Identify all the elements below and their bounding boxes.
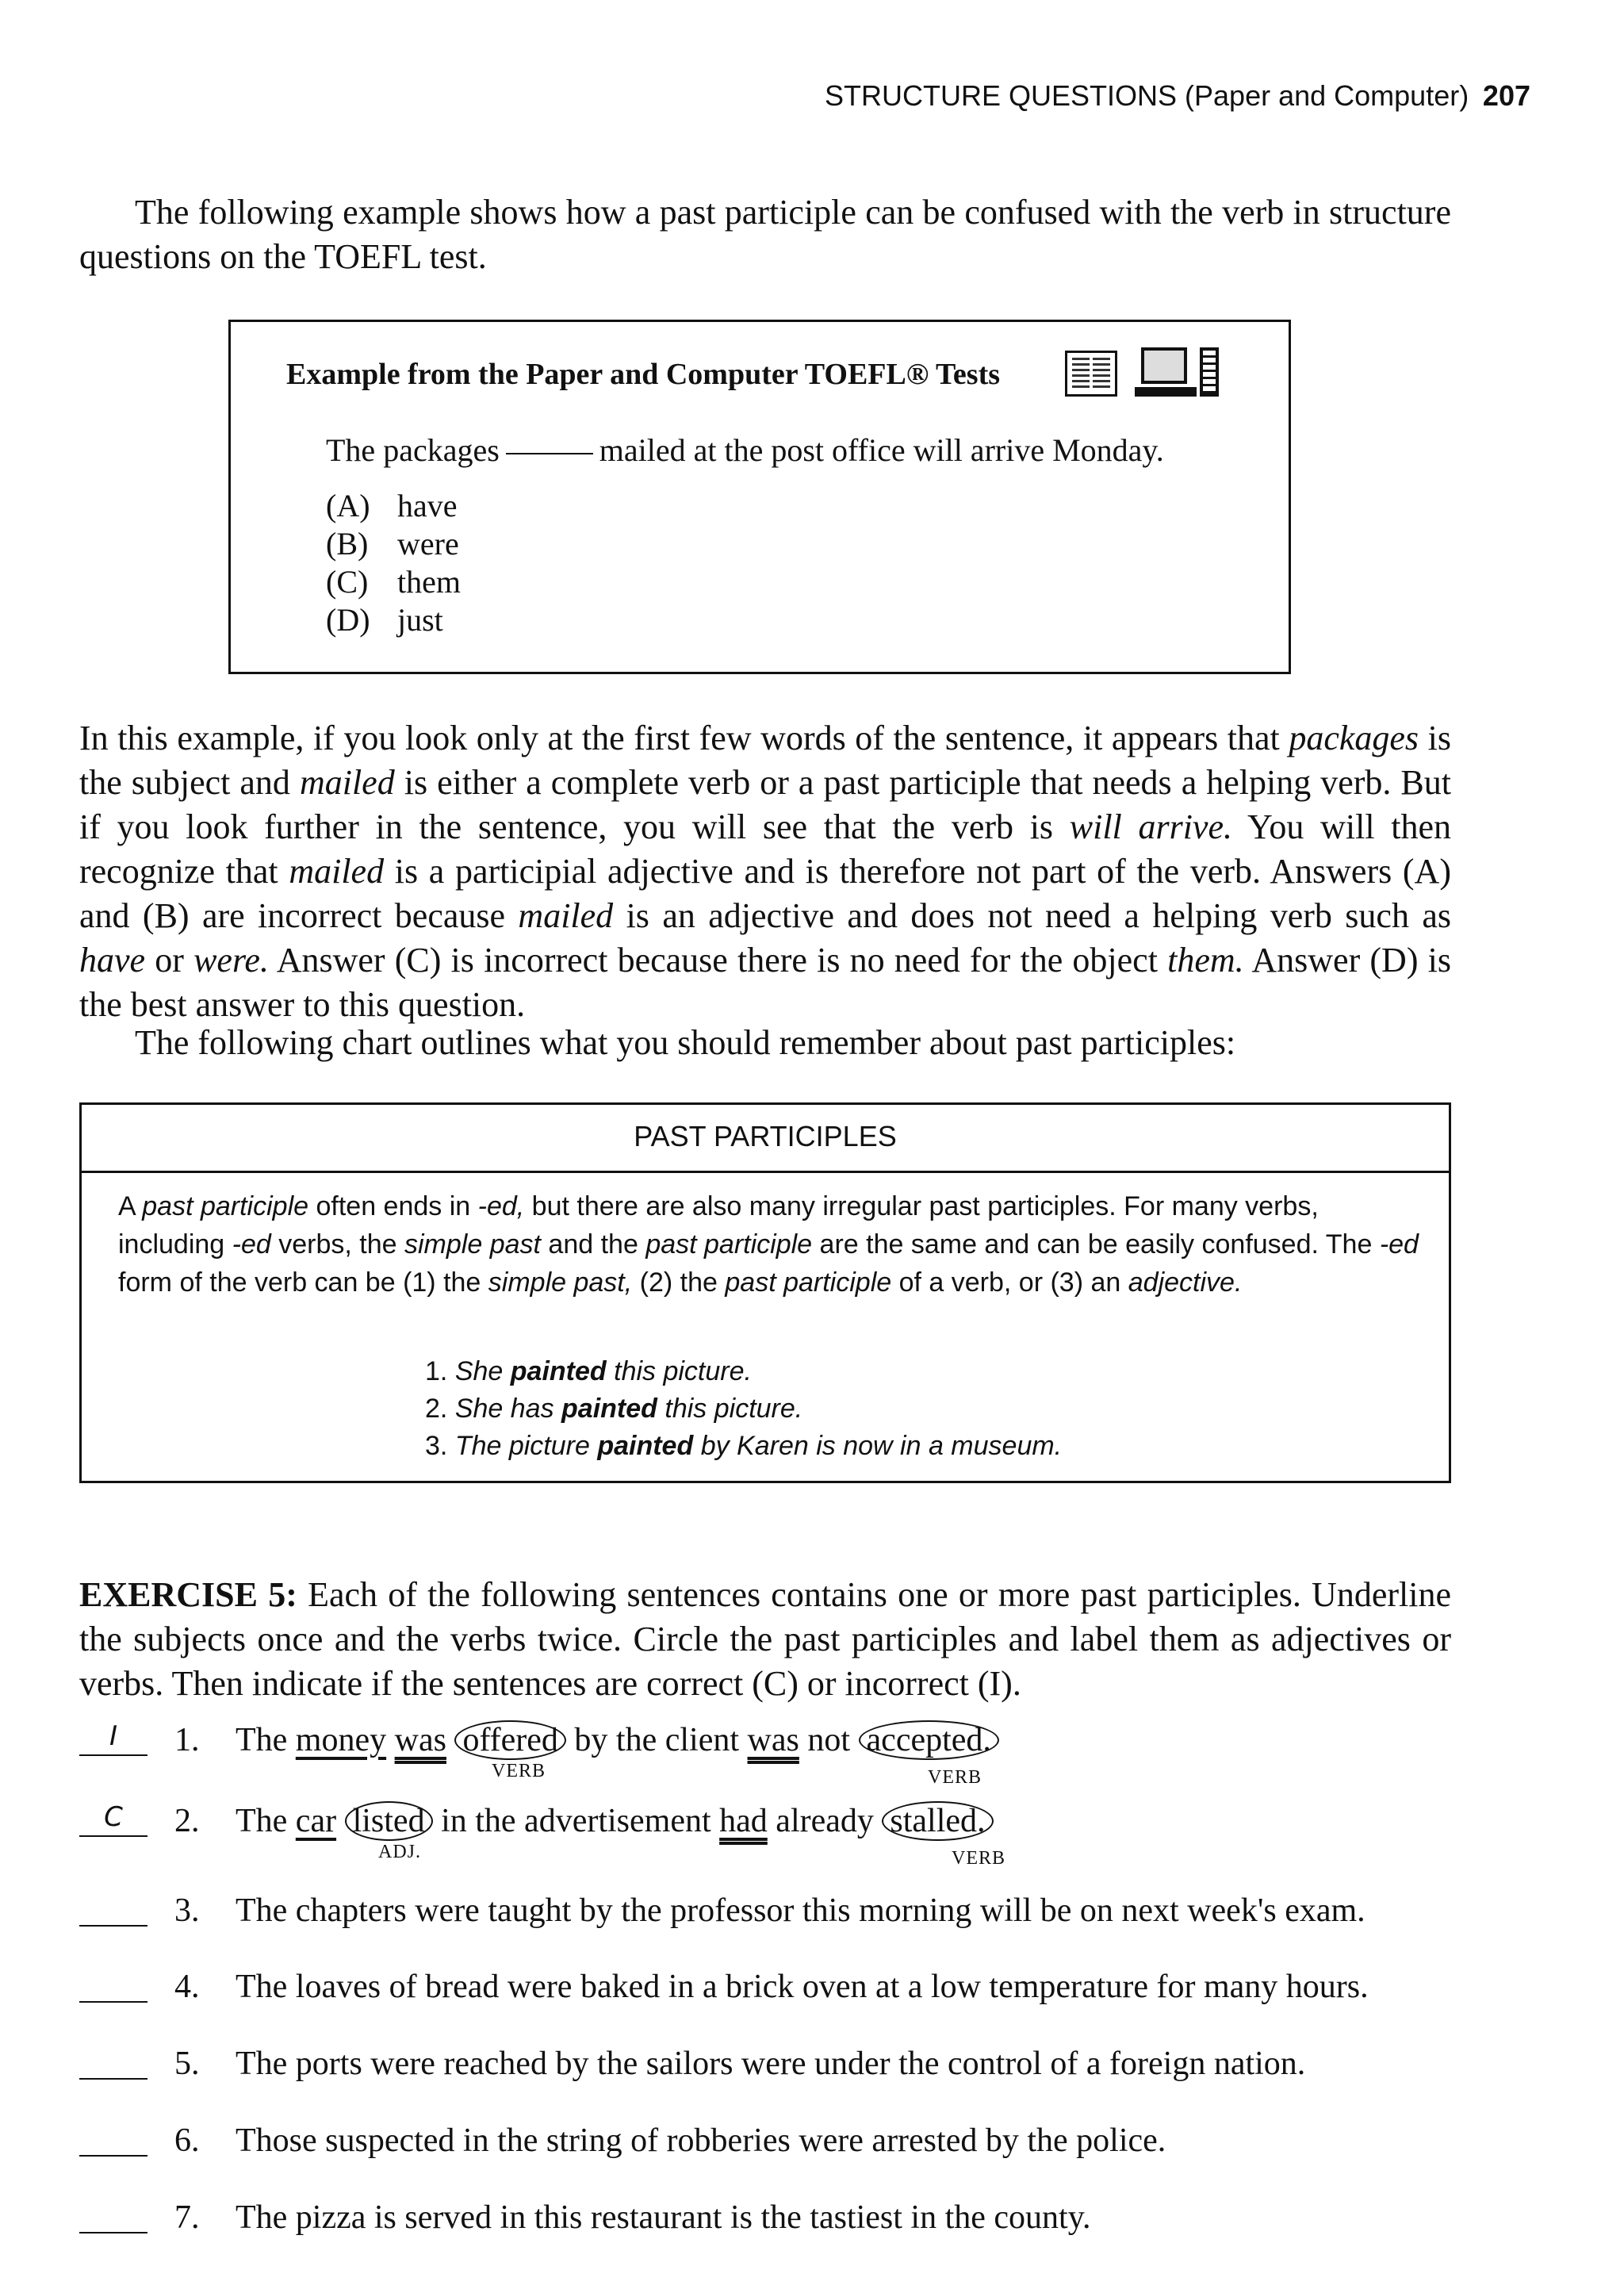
example-box [228, 320, 1291, 674]
label-verb-1: VERB [492, 1761, 546, 1781]
item-2-sentence: The car listed in the advertisement had already stalled. [236, 1802, 994, 1840]
answer-blank-4[interactable] [79, 1968, 147, 2003]
chart-example-1: 1. She painted this picture. [425, 1356, 752, 1386]
exercise-item-3: 3. The chapters were taught by the professor this morning will be on next week's exam. [79, 1892, 1530, 1939]
chart-body: A past participle often ends in -ed, but there are also many irregular past participles. For many verbs, including -ed verbs, the simple past and the past participle are the same and can be easily confused. The -ed form of the verb can be (1) the simple past, (2) the past participle of a verb, or (3) an adjective. [118, 1191, 1419, 1298]
option-d: (D) just [326, 602, 443, 638]
option-a: (A) have [326, 488, 458, 523]
chart-intro: The following chart outlines what you should remember about past participles: [135, 1023, 1236, 1062]
explanation-paragraph: In this example, if you look only at the first few words of the sentence, it appears that packages is the subject and mailed is either a complete verb or a past participle that needs a helping verb. But if you look further in the sentence, you will see that the verb is will arrive. You will then recognize that mailed is a participial adjective and is therefore not part of the verb. Answers (A) and (B) are incorrect because mailed is an adjective and does not need a helping verb such as have or were. Answer (C) is incorrect because there is no need for the object them. Answer (D) is the best answer to this question. [79, 719, 1452, 1024]
example-title: Example from the Paper and Computer TOEFL® Tests [286, 358, 1001, 391]
answer-blank [506, 453, 593, 454]
exercise-item-4: 4. The loaves of bread were baked in a brick oven at a low temperature for many hours. [79, 1968, 1530, 2015]
exercise-instructions: EXERCISE 5: Each of the following sentences contains one or more past participles. Underline the subjects once and the verbs twice. Circle the past participles and label them as adjectives or verbs. Then indicate if the sentences are correct (C) or incorrect (I). [79, 1575, 1451, 1703]
exercise-item-1: I 1. The money was offered by the client was not accepted. VERB VERB [79, 1721, 1530, 1769]
intro-paragraph: The following example shows how a past participle can be confused with the verb in structure questions on the TOEFL test. [79, 193, 1451, 276]
computer-test-icon [1135, 346, 1222, 401]
chart-heading: PAST PARTICIPLES [82, 1105, 1449, 1173]
chart-example-2: 2. She has painted this picture. [425, 1394, 803, 1424]
label-verb-2: VERB [928, 1767, 982, 1788]
answer-blank-2[interactable]: C [79, 1802, 147, 1837]
exercise-item-5: 5. The ports were reached by the sailors were under the control of a foreign nation. [79, 2045, 1530, 2092]
item-1-sentence: The money was offered by the client was not accepted. [236, 1721, 999, 1759]
chart-example-3: 3. The picture painted by Karen is now in a museum. [425, 1431, 1063, 1461]
paper-test-book-icon [1065, 351, 1117, 397]
exercise-item-2: C 2. The car listed in the advertisement had already stalled. ADJ. VERB [79, 1802, 1530, 1850]
answer-blank-6[interactable] [79, 2122, 147, 2157]
exercise-item-6: 6. Those suspected in the string of robberies were arrested by the police. [79, 2122, 1530, 2169]
option-c: (C) them [326, 564, 461, 600]
label-adj: ADJ. [378, 1842, 422, 1862]
example-question-stem: The packages mailed at the post office will arrive Monday. [326, 432, 1164, 468]
section-title: STRUCTURE QUESTIONS (Paper and Computer) [825, 79, 1469, 112]
option-b: (B) were [326, 526, 459, 562]
exercise-label: EXERCISE 5: [79, 1575, 297, 1614]
answer-blank-3[interactable] [79, 1892, 147, 1927]
answer-blank-1[interactable]: I [79, 1721, 147, 1756]
past-participles-chart [79, 1102, 1451, 1483]
answer-blank-7[interactable] [79, 2199, 147, 2233]
answer-blank-5[interactable] [79, 2045, 147, 2080]
page-number: 207 [1482, 79, 1530, 112]
exercise-item-7: 7. The pizza is served in this restaurant is the tastiest in the county. [79, 2199, 1530, 2246]
label-verb-3: VERB [952, 1848, 1006, 1869]
